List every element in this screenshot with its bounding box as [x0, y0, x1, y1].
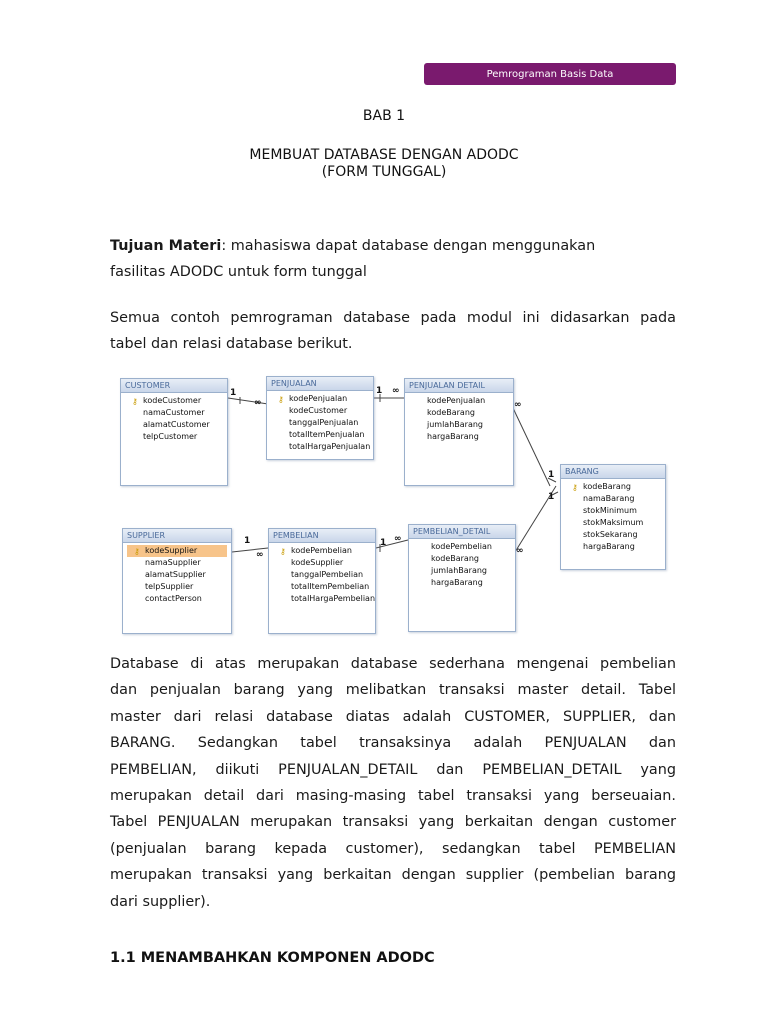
body-line: dari supplier).	[110, 893, 211, 910]
key-icon: ⚷	[572, 483, 578, 492]
table-field: hargaBarang	[431, 578, 483, 587]
key-icon: ⚷	[280, 547, 286, 556]
table-field: ⚷ kodeCustomer	[132, 396, 202, 406]
rel-many-label: ∞	[514, 400, 522, 410]
key-icon: ⚷	[132, 397, 138, 406]
table-penjualan	[266, 376, 374, 460]
objective-text: : mahasiswa dapat database dengan menggunakan	[221, 238, 596, 254]
document-title-line1: MEMBUAT DATABASE DENGAN ADODC	[249, 147, 519, 163]
table-field: telpCustomer	[143, 432, 198, 441]
body-line: Database di atas merupakan database sederhana mengenai pembelian	[110, 656, 676, 672]
table-title: BARANG	[561, 465, 665, 479]
table-field: kodeBarang	[431, 554, 479, 563]
key-icon: ⚷	[134, 547, 140, 556]
table-field: stokSekarang	[583, 530, 638, 539]
rel-customer-penjualan	[228, 398, 268, 404]
rel-one-label: 1	[380, 538, 387, 548]
key-icon: ⚷	[278, 395, 284, 404]
table-field-selected: ⚷ kodeSupplier	[127, 545, 227, 557]
table-field: totalHargaPenjualan	[289, 442, 371, 451]
intro-line-2: tabel dan relasi database berikut.	[110, 336, 353, 353]
table-field: hargaBarang	[427, 432, 479, 441]
table-field: ⚷ kodePenjualan	[278, 394, 348, 404]
table-field: telpSupplier	[145, 582, 194, 591]
objective-text-2: fasilitas ADODC untuk form tunggal	[110, 264, 367, 281]
table-title: PENJUALAN DETAIL	[405, 379, 513, 393]
body-line: dan penjualan barang yang melibatkan transaksi master detail. Tabel	[110, 682, 676, 699]
table-field: stokMinimum	[583, 506, 637, 515]
table-field: totalItemPenjualan	[289, 430, 365, 439]
rel-many-label: ∞	[516, 546, 524, 556]
body-line: PEMBELIAN, diikuti PENJUALAN_DETAIL dan PEMBELIAN_DETAIL yang	[110, 761, 676, 778]
rel-many-label: ∞	[254, 398, 262, 408]
rel-one-label: 1	[230, 388, 237, 398]
table-field: tanggalPenjualan	[289, 418, 359, 427]
table-field: kodeBarang	[427, 408, 475, 417]
rel-one-label: 1	[548, 492, 555, 502]
table-field: ⚷ kodePembelian	[280, 546, 352, 556]
body-paragraph	[110, 651, 676, 915]
table-field: totalItemPembelian	[291, 582, 370, 591]
table-title: PEMBELIAN	[269, 529, 375, 543]
objective-label: Tujuan Materi	[110, 238, 222, 254]
rel-many-label: ∞	[392, 386, 400, 396]
table-field: jumlahBarang	[427, 420, 484, 429]
table-field: hargaBarang	[583, 542, 635, 551]
chapter-title: BAB 1	[362, 108, 406, 124]
document-title-line2: (FORM TUNGGAL)	[321, 164, 447, 180]
table-title: SUPPLIER	[123, 529, 231, 543]
table-field: kodeCustomer	[289, 406, 348, 415]
table-field: totalHargaPembelian	[291, 594, 376, 603]
table-field: tanggalPembelian	[291, 570, 364, 579]
body-line: merupakan transaksi yang berkaitan dengan supplier (pembelian barang	[110, 867, 676, 884]
rel-many-label: ∞	[394, 534, 402, 544]
body-line: merupakan detail dari masing-masing tabel transaksi yang berseuaian.	[110, 788, 676, 805]
header-badge	[424, 63, 676, 85]
rel-many-label: ∞	[256, 550, 264, 560]
objective-paragraph	[110, 233, 676, 286]
table-title: CUSTOMER	[121, 379, 227, 393]
table-penjualan-detail	[404, 378, 514, 486]
table-field: kodeSupplier	[291, 558, 344, 567]
table-field: stokMaksimum	[583, 518, 644, 527]
table-field: ⚷ kodeBarang	[572, 482, 631, 492]
table-supplier	[122, 528, 232, 634]
table-field: kodePenjualan	[427, 396, 486, 405]
intro-line-1: Semua contoh pemrograman database pada modul ini didasarkan pada	[110, 310, 676, 326]
table-title: PEMBELIAN_DETAIL	[409, 525, 515, 539]
table-field: alamatSupplier	[145, 570, 206, 579]
body-line: master dari relasi database diatas adalah CUSTOMER, SUPPLIER, dan	[110, 708, 676, 725]
table-customer	[120, 378, 228, 486]
table-barang	[560, 464, 666, 570]
table-field: namaSupplier	[145, 558, 201, 567]
table-field: jumlahBarang	[431, 566, 488, 575]
table-pembelian-detail	[408, 524, 516, 632]
table-field: namaCustomer	[143, 408, 205, 417]
rel-detail-barang	[513, 408, 550, 486]
rel-one-label: 1	[244, 536, 251, 546]
intro-paragraph	[110, 305, 676, 358]
table-title: PENJUALAN	[267, 377, 373, 391]
table-field: namaBarang	[583, 494, 635, 503]
table-field: kodePembelian	[431, 542, 492, 551]
body-line: (penjualan barang kepada customer), sedangkan tabel PEMBELIAN	[110, 840, 676, 857]
erd-diagram	[118, 374, 670, 636]
table-pembelian	[268, 528, 376, 634]
body-line: BARANG. Sedangkan tabel transaksinya adalah PENJUALAN dan	[110, 735, 676, 752]
rel-one-label: 1	[376, 386, 383, 396]
header-badge-label: Pemrograman Basis Data	[486, 68, 614, 80]
table-field: contactPerson	[145, 594, 202, 603]
section-heading: 1.1 MENAMBAHKAN KOMPONEN ADODC	[110, 950, 435, 966]
table-field: alamatCustomer	[143, 420, 210, 429]
rel-one-label: 1	[548, 470, 555, 480]
body-line: Tabel PENJUALAN merupakan transaksi yang berkaitan dengan customer	[110, 814, 676, 831]
